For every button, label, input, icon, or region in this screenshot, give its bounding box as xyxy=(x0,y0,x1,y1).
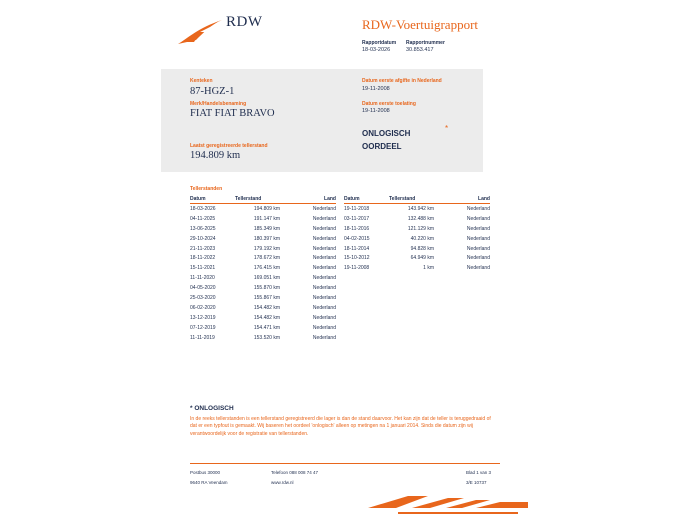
table-row xyxy=(190,214,336,224)
cell-country: Nederland xyxy=(466,205,490,212)
cell-date: 13-06-2025 xyxy=(190,225,216,232)
cell-odometer: 154.482 km xyxy=(253,314,280,321)
verdict-line-2: OORDEEL xyxy=(362,142,402,151)
cell-odometer: 191.147 km xyxy=(253,215,280,222)
report-title: RDW-Voertuigrapport xyxy=(362,17,479,32)
cell-date: 19-11-2008 xyxy=(344,265,370,272)
cell-odometer: 153.520 km xyxy=(253,334,280,341)
footer-phone: Telefoon 088 008 74 47 xyxy=(271,470,319,475)
cell-country: Nederland xyxy=(312,235,336,242)
table-row xyxy=(190,323,336,333)
footnote-text: In de reeks tellerstanden is een tellerstand geregistreerd die lager is dan de stand daarvoor. Het kan zijn dat de teller is teruggedraaid of dat er een typfout is gemaakt. Wij baseren het oordeel 'onlogisch' alleen op metingen na 1 januari 2014. Sinds die datum zijn wij verantwoordelijk voor de registratie van tellerstanden. xyxy=(190,416,491,437)
cell-country: Nederland xyxy=(466,225,490,232)
table-row xyxy=(344,214,490,224)
column-header-odometer: Tellerstand xyxy=(389,195,434,204)
cell-country: Nederland xyxy=(466,245,490,252)
cell-date: 06-02-2020 xyxy=(190,304,216,311)
brand-name: RDW xyxy=(226,14,263,30)
cell-country: Nederland xyxy=(312,215,336,222)
table-row xyxy=(344,253,490,263)
cell-odometer: 180.397 km xyxy=(253,235,280,242)
cell-odometer: 40.220 km xyxy=(410,235,434,242)
table-row xyxy=(344,244,490,254)
cell-odometer: 194.809 km xyxy=(253,205,280,212)
footer-divider xyxy=(190,463,500,464)
cell-country: Nederland xyxy=(466,265,490,272)
table-row xyxy=(190,293,336,303)
report-number-label: Rapportnummer xyxy=(406,40,445,46)
rdw-logo-icon xyxy=(176,18,224,46)
table-row xyxy=(344,234,490,244)
cell-country: Nederland xyxy=(466,235,490,242)
cell-country: Nederland xyxy=(312,205,336,212)
table-row xyxy=(190,224,336,234)
report-date-block xyxy=(362,40,396,53)
cell-date: 13-12-2019 xyxy=(190,314,216,321)
cell-odometer: 155.867 km xyxy=(253,294,280,301)
cell-odometer: 132.488 km xyxy=(407,215,434,222)
footer-address-line-1: Postbus 30000 xyxy=(190,470,221,475)
make-value: FIAT FIAT BRAVO xyxy=(190,108,275,119)
cell-country: Nederland xyxy=(312,245,336,252)
report-date-label: Rapportdatum xyxy=(362,40,397,46)
footer-address-line-2: 9640 RA Veendam xyxy=(190,480,228,485)
odometer-table-left xyxy=(190,195,336,342)
cell-country: Nederland xyxy=(312,285,336,292)
cell-odometer: 94.828 km xyxy=(410,245,434,252)
cell-country: Nederland xyxy=(466,255,490,262)
cell-date: 04-05-2020 xyxy=(190,285,216,292)
cell-date: 11-11-2020 xyxy=(190,275,215,282)
footer-website-link[interactable]: www.rdw.nl xyxy=(271,480,294,485)
cell-date: 03-11-2017 xyxy=(344,215,370,222)
cell-date: 15-10-2012 xyxy=(344,255,370,262)
cell-country: Nederland xyxy=(312,275,336,282)
table-row xyxy=(344,263,490,273)
plate-label: Kenteken xyxy=(190,78,213,84)
cell-country: Nederland xyxy=(312,314,336,321)
cell-odometer: 178.672 km xyxy=(253,255,280,262)
decorative-stripe-icon xyxy=(368,494,528,514)
cell-date: 04-02-2015 xyxy=(344,235,370,242)
cell-date: 15-11-2021 xyxy=(190,265,216,272)
cell-date: 11-11-2019 xyxy=(190,334,215,341)
table-row xyxy=(190,333,336,343)
table-row xyxy=(190,244,336,254)
table-header-row xyxy=(190,195,336,204)
table-row xyxy=(190,263,336,273)
verdict-marker: * xyxy=(445,124,449,133)
report-number-value: 30.853.417 xyxy=(406,47,434,53)
first-nl-date-value: 19-11-2008 xyxy=(362,86,390,92)
table-row xyxy=(190,204,336,214)
cell-country: Nederland xyxy=(312,334,336,341)
table-row xyxy=(190,234,336,244)
odometer-section-title: Tellerstanden xyxy=(190,186,223,192)
verdict-badge xyxy=(362,127,410,153)
cell-country: Nederland xyxy=(312,294,336,301)
cell-odometer: 169.051 km xyxy=(253,275,280,282)
table-row xyxy=(190,283,336,293)
table-row xyxy=(190,303,336,313)
make-label: Merk/Handelsbenaming xyxy=(190,101,247,107)
column-header-date: Datum xyxy=(190,195,235,204)
first-admission-date-label: Datum eerste toelating xyxy=(362,101,416,107)
report-number-block xyxy=(406,40,445,53)
cell-date: 18-03-2026 xyxy=(190,205,216,212)
footer-page-number: Blad 1 van 3 xyxy=(466,470,492,475)
table-row xyxy=(190,273,336,283)
column-header-odometer: Tellerstand xyxy=(235,195,280,204)
column-header-country: Land xyxy=(280,195,336,204)
odometer-label: Laatst geregistreerde tellerstand xyxy=(190,143,268,149)
cell-country: Nederland xyxy=(312,304,336,311)
verdict-line-1: ONLOGISCH xyxy=(362,129,411,138)
cell-date: 25-03-2020 xyxy=(190,294,216,301)
table-row xyxy=(190,253,336,263)
odometer-value: 194.809 km xyxy=(190,150,241,161)
cell-odometer: 154.471 km xyxy=(253,324,280,331)
cell-date: 18-11-2022 xyxy=(190,255,216,262)
cell-odometer: 179.192 km xyxy=(253,245,280,252)
cell-country: Nederland xyxy=(312,255,336,262)
footnote-title: * ONLOGISCH xyxy=(190,405,234,412)
plate-value: 87-HGZ-1 xyxy=(190,86,235,97)
cell-odometer: 154.482 km xyxy=(253,304,280,311)
first-nl-date-label: Datum eerste afgifte in Nederland xyxy=(362,78,442,84)
footer-document-code: 3/E 10737 xyxy=(466,480,487,485)
cell-country: Nederland xyxy=(312,265,336,272)
column-header-country: Land xyxy=(434,195,490,204)
cell-date: 18-11-2014 xyxy=(344,245,370,252)
cell-odometer: 176.415 km xyxy=(253,265,280,272)
cell-odometer: 155.870 km xyxy=(253,285,280,292)
cell-country: Nederland xyxy=(312,324,336,331)
report-date-value: 18-03-2026 xyxy=(362,47,391,53)
table-row xyxy=(344,224,490,234)
cell-country: Nederland xyxy=(466,215,490,222)
cell-date: 07-12-2019 xyxy=(190,324,216,331)
table-header-row xyxy=(344,195,490,204)
cell-odometer: 185.349 km xyxy=(253,225,280,232)
first-admission-date-value: 19-11-2008 xyxy=(362,108,390,114)
column-header-date: Datum xyxy=(344,195,389,204)
table-row xyxy=(344,204,490,214)
cell-date: 19-11-2018 xyxy=(344,205,370,212)
cell-date: 21-11-2023 xyxy=(190,245,216,252)
odometer-table-right xyxy=(344,195,490,273)
table-row xyxy=(190,313,336,323)
cell-odometer: 121.129 km xyxy=(407,225,434,232)
cell-odometer: 1 km xyxy=(423,265,434,272)
cell-date: 18-11-2016 xyxy=(344,225,370,232)
cell-odometer: 143.942 km xyxy=(407,205,434,212)
cell-odometer: 64.949 km xyxy=(410,255,434,262)
cell-country: Nederland xyxy=(312,225,336,232)
cell-date: 29-10-2024 xyxy=(190,235,216,242)
cell-date: 04-11-2025 xyxy=(190,215,216,222)
